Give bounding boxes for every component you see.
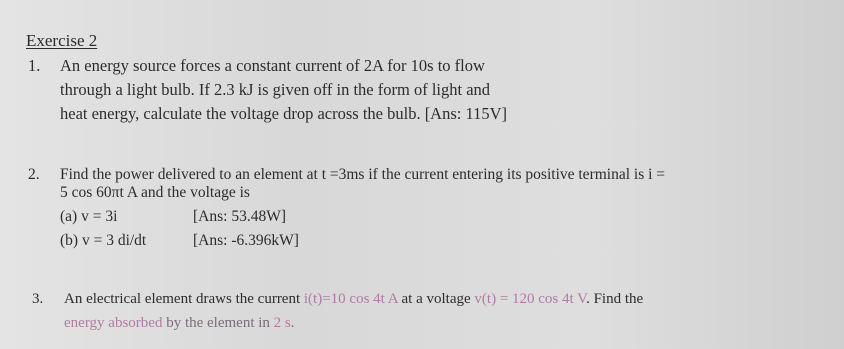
text-segment: . Find the [586, 291, 644, 307]
question-text [60, 163, 665, 253]
question-number: 2. [28, 166, 40, 183]
question-line [64, 287, 643, 311]
question-line: 5 cos 60πt A and the voltage is [60, 184, 250, 201]
text-segment: An electrical element draws the current [64, 291, 304, 307]
question-line: through a light bulb. If 2.3 kJ is given off in the form of light and [60, 80, 491, 99]
part-answer: [Ans: 53.48W] [193, 208, 286, 225]
question-line: heat energy, calculate the voltage drop across the bulb. [Ans: 115V] [60, 104, 508, 123]
text-segment: . [290, 315, 295, 331]
current-expression: i(t)=10 cos 4t A [303, 291, 398, 307]
question-text [60, 54, 507, 126]
parts-list [60, 205, 665, 253]
text-segment: at a voltage [397, 291, 475, 307]
voltage-expression: v(t) = 120 cos 4t V [474, 291, 587, 307]
question-line: An energy source forces a constant current of 2A for 10s to flow [60, 56, 485, 75]
text-segment: by the element in [162, 315, 274, 331]
part-label: (b) v = 3 di/dt [60, 232, 147, 249]
part-answer: [Ans: -6.396kW] [193, 232, 299, 249]
question-number: 1. [28, 56, 41, 75]
exercise-heading: Exercise 2 [26, 31, 98, 50]
question-line [64, 311, 643, 335]
question-number: 3. [32, 291, 44, 307]
time-value: 2 s [273, 315, 291, 331]
text-segment: energy absorbed [64, 315, 163, 331]
question-line: Find the power delivered to an element at t =3ms if the current entering its positive terminal is i = [60, 166, 666, 183]
part-label: (a) v = 3i [60, 208, 118, 225]
question-text [64, 287, 643, 335]
